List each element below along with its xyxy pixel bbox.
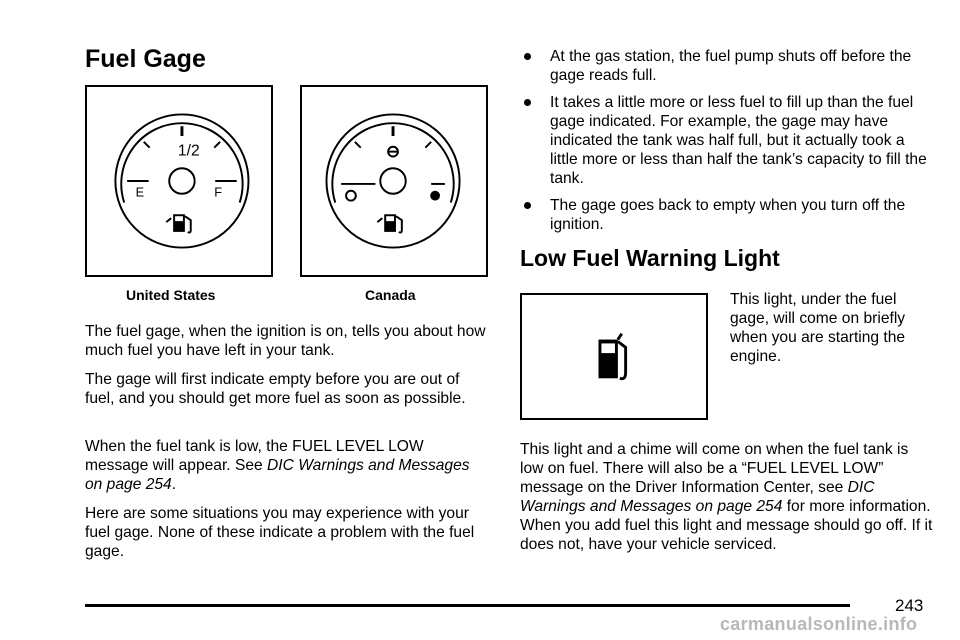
low-fuel-light-figure (520, 293, 708, 420)
fuel-gauge-us-figure (85, 85, 273, 277)
fuel-pump-icon (522, 295, 706, 418)
paragraph-text-end: . (171, 476, 177, 493)
page-number: 243 (895, 596, 924, 615)
bullet-list (520, 47, 935, 242)
page-reference-link[interactable]: DIC Warnings and Messages on page 254 (520, 479, 875, 515)
empty-marker-icon (346, 191, 356, 201)
paragraph-text: This light and a chime will come on when the fuel tank is low on fuel. There will also be a “FUEL LEVEL LOW” message on the Driver Information Center, see (520, 441, 909, 496)
bullet-icon (524, 53, 531, 60)
list-item: At the gas station, the fuel pump shuts off before the gage reads full. (520, 47, 935, 85)
low-fuel-light-description: This light, under the fuel gage, will come on briefly when you are starting the engine. (730, 291, 906, 365)
paragraph-text-end: for more information. When you add fuel this light and message should go off. If it does not, have your vehicle serviced. (520, 498, 933, 553)
paragraph: Here are some situations you may experience with your fuel gage. None of these indicate a problem with the fuel gage. (85, 505, 475, 560)
caption-canada: Canada (365, 287, 416, 303)
footer-rule (85, 604, 850, 607)
fuel-gauge-us-icon (87, 87, 271, 275)
paragraph-low-message (85, 437, 490, 494)
full-marker-icon (430, 191, 440, 201)
bullet-icon (524, 202, 531, 209)
list-item: It takes a little more or less fuel to fill up than the fuel gage indicated. For example, the gage may have indicated the tank was half full, but it actually took a little more or less than half the tank’s capacity to fill the tank. (520, 93, 935, 188)
gauge-full-label: F (214, 184, 223, 200)
paragraph: The gage will first indicate empty before you are out of fuel, and you should get more fuel as soon as possible. (85, 371, 466, 407)
gauge-half-label: 1/2 (177, 142, 200, 160)
caption-united-states: United States (126, 287, 216, 303)
section-title-fuel-gage: Fuel Gage (85, 45, 206, 73)
gauge-empty-label: E (135, 184, 145, 200)
paragraph: The fuel gage, when the ignition is on, tells you about how much fuel you have left in your tank. (85, 323, 486, 359)
page-reference-link[interactable]: DIC Warnings and Messages on page 254 (85, 457, 470, 493)
watermark: carmanualsonline.info (720, 614, 918, 634)
paragraph-text: When the fuel tank is low, the FUEL LEVEL LOW message will appear. See (85, 438, 424, 474)
list-item: The gage goes back to empty when you turn off the ignition. (520, 196, 935, 234)
bullet-icon (524, 99, 531, 106)
paragraph-low-fuel (520, 440, 935, 554)
fuel-gauge-canada-figure (300, 85, 488, 277)
section-title-low-fuel: Low Fuel Warning Light (520, 245, 780, 271)
fuel-gauge-canada-icon (302, 87, 486, 275)
